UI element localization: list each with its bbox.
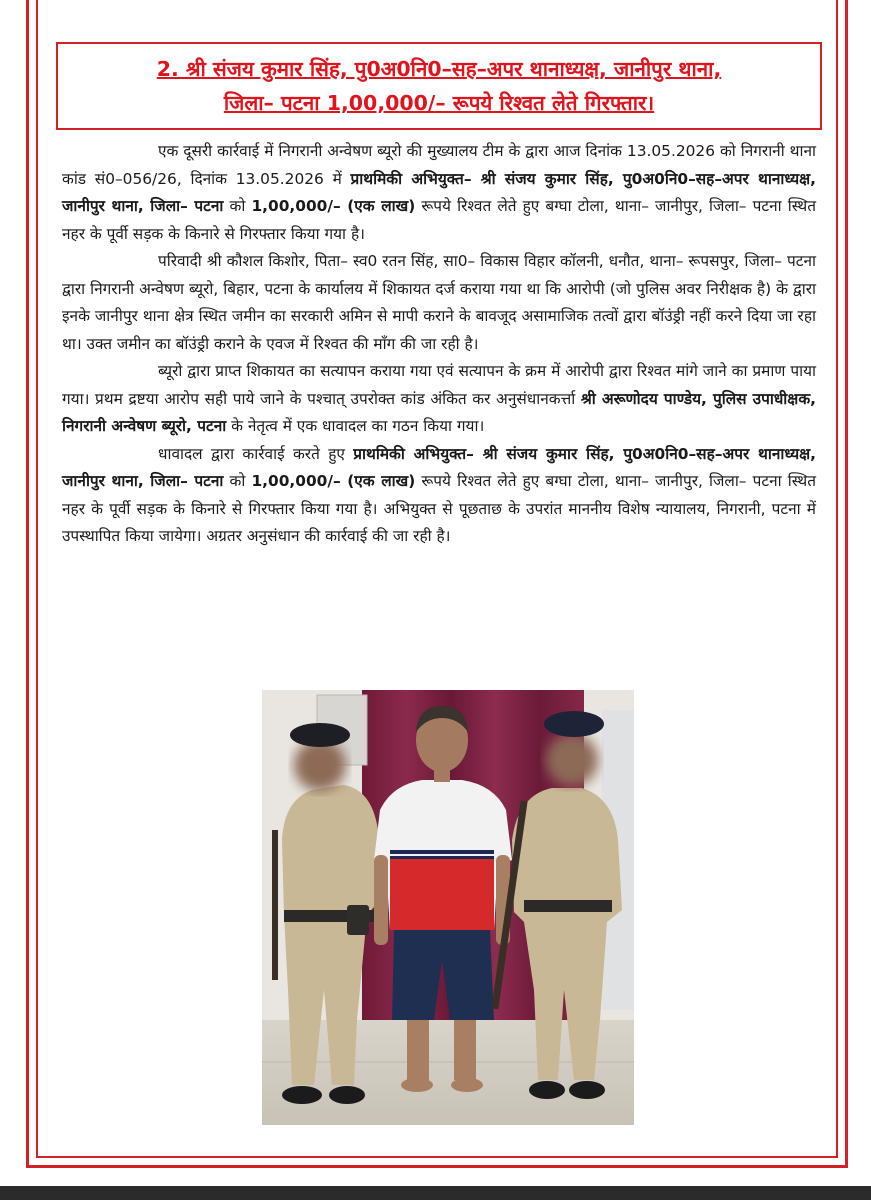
p1-text-1: एक दूसरी कार्रवाई में निगरानी अन्वेषण ब्यूरो की मुख्यालय टीम के द्वारा आज दिनांक 13.05.2026 को निगरानी थाना कांड सं0–056/26, दिनांक 13.05.2026 में <box>62 142 816 188</box>
p4-text-2: को <box>223 472 252 490</box>
paragraph-2: परिवादी श्री कौशल किशोर, पिता– स्व0 रतन सिंह, सा0– विकास विहार कॉलनी, धनौत, थाना– रूपसपुर, जिला– पटना द्वारा निगरानी अन्वेषण ब्यूरो, बिहार, पटना के कार्यालय में शिकायत दर्ज कराया गया था कि आरोपी (जो पुलिस अवर निरीक्षक है) के द्वारा इनके जानीपुर थाना क्षेत्र स्थित जमीन का सरकारी अमिन से मापी कराने के बावजूद असामाजिक तत्वों द्वारा बॉउंड्री नहीं करने दिया जा रहा था। उक्त जमीन का बॉउंड्री कराने के एवज में रिश्वत की माँग की जा रही है। <box>62 252 816 353</box>
arrest-photo <box>262 690 634 1125</box>
p3-bold-investigator: श्री अरूणोदय पाण्डेय, पुलिस उपाधीक्षक, निगरानी अन्वेषण ब्यूरो, पटना <box>62 389 816 435</box>
p4-bold-accused: प्राथमिकी अभियुक्त– श्री संजय कुमार सिंह, पु0अ0नि0–सह–अपर थानाध्यक्ष, जानीपुर थाना, जिला– पटना <box>62 444 816 490</box>
p1-bold-amount: 1,00,000/– (एक लाख) <box>251 197 416 215</box>
bottom-edge-strip <box>0 1186 871 1200</box>
p4-text-3: रूपये रिश्वत लेते हुए बग्घा टोला, थाना– जानीपुर, जिला– पटना स्थित नहर के पूर्वी सड़क के किनारे से गिरफ्तार किया गया है। अभियुक्त से पूछताछ के उपरांत माननीय विशेष न्यायालय, निगरानी, पटना में उपस्थापित किया जायेगा। अग्रतर अनुसंधान की कार्रवाई की जा रही है। <box>62 472 817 545</box>
headline-line-2: जिला– पटना 1,00,000/– रूपये रिश्वत लेते गिरफ्तार। <box>223 91 655 115</box>
p4-bold-amount: 1,00,000/– (एक लाख) <box>251 472 416 490</box>
p3-text-2: के नेतृत्व में एक धावादल का गठन किया गया। <box>226 417 485 435</box>
article-body <box>62 138 816 551</box>
paragraph-3 <box>62 358 816 441</box>
arrest-photo-image <box>262 690 634 1125</box>
p1-bold-accused: प्राथमिकी अभियुक्त– श्री संजय कुमार सिंह, पु0अ0नि0–सह–अपर थानाध्यक्ष, जानीपुर थाना, जिला– पटना <box>62 169 816 215</box>
p1-text-2: को <box>223 197 252 215</box>
p3-text-1: ब्यूरो द्वारा प्राप्त शिकायत का सत्यापन कराया गया एवं सत्यापन के क्रम में आरोपी द्वारा रिश्वत मांगे जाने का प्रमाण पाया गया। प्रथम द्रष्टया आरोप सही पाये जाने के पश्चात् उपरोक्त कांड अंकित कर अनुसंधानकर्त्ता <box>62 362 816 408</box>
p1-text-3: रूपये रिश्वत लेते हुए बग्घा टोला, थाना– जानीपुर, जिला– पटना स्थित नहर के पूर्वी सड़क के किनारे से गिरफ्तार किया गया है। <box>62 197 817 243</box>
paragraph-1 <box>62 138 816 248</box>
paragraph-4 <box>62 441 816 551</box>
headline-box <box>56 42 822 130</box>
headline-line-1: 2. श्री संजय कुमार सिंह, पु0अ0नि0–सह–अपर थानाध्यक्ष, जानीपुर थाना, <box>156 57 722 81</box>
p4-text-1: धावादल द्वारा कार्रवाई करते हुए <box>158 444 354 463</box>
